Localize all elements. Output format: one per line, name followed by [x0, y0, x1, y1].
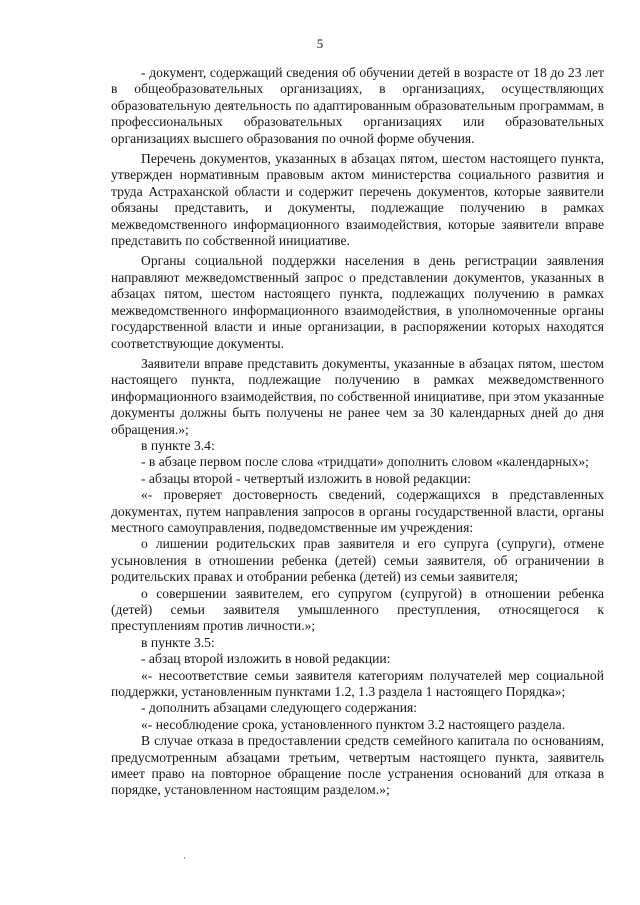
scan-speck: [184, 857, 185, 859]
paragraph-add-abzacs: - дополнить абзацами следующего содержания:: [141, 700, 418, 716]
paragraph-document-list: Перечень документов, указанных в абзацах пятом, шестом настоящего пункта, утвержден нормативным правовым актом министерства социального развития и труда Астраханской области и содержит перечень документов, которые заявители обязаны представить, и документы, подлежащие получению в рамках межведомственного информационного взаимодействия, которые заявители вправе представить по собственной инициативе.: [111, 151, 604, 249]
paragraph-crime: о совершении заявителем, его супругом (супругой) в отношении ребенка (детей) семьи заявителя умышленного преступления, относящегося к преступлениям против личности.»;: [111, 585, 604, 634]
paragraph-abzacs-2-4-new-edition: - абзацы второй - четвертый изложить в новой редакции:: [141, 470, 472, 486]
paragraph-applicant-right: Заявители вправе представить документы, указанные в абзацах пятом, шестом настоящего пункта, подлежащие получению в рамках межведомственного информационного взаимодействия, по собственной инициативе, при этом указанные документы должны быть получены не ранее чем за 30 календарных дней до дня обращения.»;: [111, 355, 604, 437]
paragraph-refusal-repeat-application: В случае отказа в предоставлении средств семейного капитала по основаниям, предусмотренным абзацами третьим, четвертым настоящего пункта, заявитель имеет право на повторное обращение после устранения оснований для отказа в порядке, установленном настоящим разделом.»;: [111, 733, 604, 798]
paragraph-verifies-information: «- проверяет достоверность сведений, содержащихся в представленных документах, путем направления запросов в органы государственной власти, органы местного самоуправления, подведомственные им учреждения:: [111, 487, 604, 535]
paragraph-education-document: - документ, содержащий сведения об обучении детей в возрасте от 18 до 23 лет в общеобразовательных организациях, в организациях, осуществляющих образовательную деятельность по адаптированным образовательным программам, в профессиональных образовательных организациях или образовательных организациях высшего образования по очной форме обучения.: [111, 65, 604, 146]
paragraph-interagency-request: Органы социальной поддержки населения в день регистрации заявления направляют межведомственный запрос о представлении документов, указанных в абзацах пятом, шестом настоящего пункта, подлежащих получению в рамках межведомственного информационного взаимодействия, в уполномоченные органы государственной власти и иные организации, в распоряжении которых находятся соответствующие документы.: [111, 253, 604, 351]
paragraph-parental-rights: о лишении родительских прав заявителя и его супруга (супруги), отмене усыновления в отношении ребенка (детей) семьи заявителя, об ограничении в родительских правах и отобрании ребенка (детей) из семьи заявителя;: [111, 536, 604, 585]
page-number: 5: [316, 36, 324, 51]
document-body: [111, 65, 604, 799]
paragraph-second-abzac-new-edition: - абзац второй изложить в новой редакции:: [141, 651, 391, 667]
paragraph-deadline-noncompliance: «- несоблюдение срока, установленного пунктом 3.2 настоящего раздела.: [141, 716, 566, 732]
paragraph-clause-3-4: в пункте 3.4:: [141, 437, 215, 453]
paragraph-clause-3-5: в пункте 3.5:: [141, 634, 215, 650]
paragraph-category-mismatch: «- несоответствие семьи заявителя категориям получателей мер социальной поддержки, установленным пунктами 1.2, 1.3 раздела 1 настоящего Порядка»;: [111, 667, 604, 700]
paragraph-first-abzac-amendment: - в абзаце первом после слова «тридцати» дополнить словом «календарных»;: [141, 454, 589, 470]
